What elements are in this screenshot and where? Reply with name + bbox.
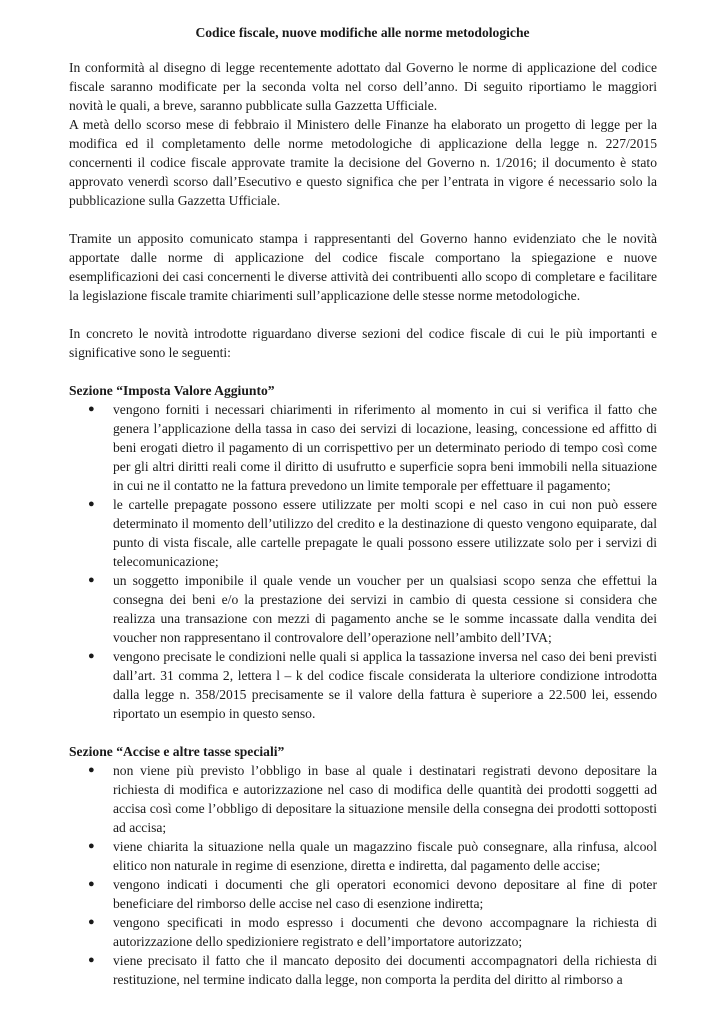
bullet-icon: ● bbox=[88, 764, 95, 776]
bullet-icon: ● bbox=[88, 916, 95, 928]
bullet-list-excise bbox=[69, 761, 657, 989]
list-item-text: viene precisato il fatto che il mancato deposito dei documenti accompagnatori della richiesta di restituzione, nel termine indicato dalla legge, non comporta la perdita del diritto al rimborso a bbox=[113, 953, 657, 987]
bullet-list-vat bbox=[69, 400, 657, 723]
list-item-text: vengono forniti i necessari chiarimenti in riferimento al momento in cui si verifica il fatto che genera l’applicazione della tassa in caso dei servizi di locazione, leasing, concessione ed affitto di beni erogati dietro il pagamento di un corrispettivo per un determinato periodo di tempo così come per gli altri diritti reali come il diritto di usufrutto e superficie sopra beni immobili nella situazione in cui ne il contatto ne la fattura prevedono un limite temporale per effettuare il pagamento; bbox=[113, 402, 657, 493]
section-excise bbox=[69, 742, 657, 989]
list-item bbox=[69, 875, 657, 913]
list-item bbox=[69, 951, 657, 989]
list-item-text: le cartelle prepagate possono essere utilizzate per molti scopi e nel caso in cui non può essere determinato il momento dell’utilizzo del credito e la destinazione di questo vengono equiparate, dal punto di vista fiscale, alle cartelle prepagate le quali possono essere utilizzate solo per i servizi di telecomunicazione; bbox=[113, 497, 657, 569]
list-item bbox=[69, 400, 657, 495]
intro-paragraph-1: In conformità al disegno di legge recentemente adottato dal Governo le norme di applicazione del codice fiscale saranno modificate per la seconda volta nel corso dell’anno. Di seguito riportiamo le maggiori novità le quali, a breve, saranno pubblicate sulla Gazzetta Ufficiale. bbox=[69, 60, 657, 113]
section-vat bbox=[69, 381, 657, 723]
paragraph-spacer bbox=[69, 362, 657, 381]
section-heading-excise: Sezione “Accise e altre tasse speciali” bbox=[69, 744, 285, 759]
bullet-icon: ● bbox=[88, 650, 95, 662]
list-item bbox=[69, 647, 657, 723]
bullet-icon: ● bbox=[88, 574, 95, 586]
press-release-paragraph: Tramite un apposito comunicato stampa i rappresentanti del Governo hanno evidenziato che le novità apportate dalle norme di applicazione del codice fiscale comportano la spiegazione e nuove esemplificazioni dei casi concernenti le diverse attività dei contribuenti allo scopo di completare e facilitare la legislazione fiscale tramite chiarimenti sull’applicazione delle stesse norme metodologiche. bbox=[69, 231, 657, 303]
bullet-icon: ● bbox=[88, 498, 95, 510]
section-heading-vat: Sezione “Imposta Valore Aggiunto” bbox=[69, 383, 275, 398]
list-item-text: non viene più previsto l’obbligo in base al quale i destinatari registrati devono depositare la richiesta di modifica e autorizzazione nel caso di modifica delle quantità dei prodotti soggetti ad accisa così come l’obbligo di depositare la situazione mensile della consegna dei prodotti sottoposti ad accisa; bbox=[113, 763, 657, 835]
paragraph-spacer bbox=[69, 305, 657, 324]
bullet-icon: ● bbox=[88, 403, 95, 415]
list-item-text: viene chiarita la situazione nella quale un magazzino fiscale può consegnare, alla rinfusa, alcool elitico non naturale in regime di esenzione, diretta e indiretta, dal pagamento delle accise; bbox=[113, 839, 657, 873]
list-item-text: vengono specificati in modo espresso i documenti che devono accompagnare la richiesta di autorizzazione dello spedizioniere registrato e dell’importatore autorizzato; bbox=[113, 915, 657, 949]
summary-paragraph: In concreto le novità introdotte riguardano diverse sezioni del codice fiscale di cui le più importanti e significative sono le seguenti: bbox=[69, 326, 657, 360]
bullet-icon: ● bbox=[88, 954, 95, 966]
document-body bbox=[69, 58, 657, 989]
paragraph-spacer bbox=[69, 210, 657, 229]
bullet-icon: ● bbox=[88, 840, 95, 852]
bullet-icon: ● bbox=[88, 878, 95, 890]
list-item-text: un soggetto imponibile il quale vende un voucher per un qualsiasi scopo senza che effettui la consegna dei beni e/o la prestazione dei servizi in cambio di questa cessione si considera che realizza una transazione con mezzi di pagamento anche se le somme incassate dalla vendita dei voucher non rappresentano il controvalore dell’operazione nell’ambito dell’IVA; bbox=[113, 573, 657, 645]
list-item-text: vengono precisate le condizioni nelle quali si applica la tassazione inversa nel caso dei beni previsti dall’art. 31 comma 2, lettera l – k del codice fiscale considerata la ulteriore condizione introdotta dalla legge n. 358/2015 precisamente se il valore della fattura è superiore a 22.500 lei, essendo riportato un esempio in questo senso. bbox=[113, 649, 657, 721]
list-item bbox=[69, 761, 657, 837]
list-item bbox=[69, 913, 657, 951]
document-title: Codice fiscale, nuove modifiche alle norme metodologiche bbox=[195, 25, 530, 40]
list-item bbox=[69, 837, 657, 875]
list-item-text: vengono indicati i documenti che gli operatori economici devono depositare al fine di poter beneficiare del rimborso delle accise nel caso di esenzione indiretta; bbox=[113, 877, 657, 911]
list-item bbox=[69, 495, 657, 571]
list-item bbox=[69, 571, 657, 647]
intro-paragraph-2: A metà dello scorso mese di febbraio il Ministero delle Finanze ha elaborato un progetto di legge per la modifica ed il completamento delle norme metodologiche di applicazione della legge n. 227/2015 concernenti il codice fiscale approvate tramite la decisione del Governo n. 1/2016; il documento è stato approvato venerdì scorso dall’Esecutivo e questo significa che per l’entrata in vigore é necessario solo la pubblicazione sulla Gazzetta Ufficiale. bbox=[69, 117, 657, 208]
